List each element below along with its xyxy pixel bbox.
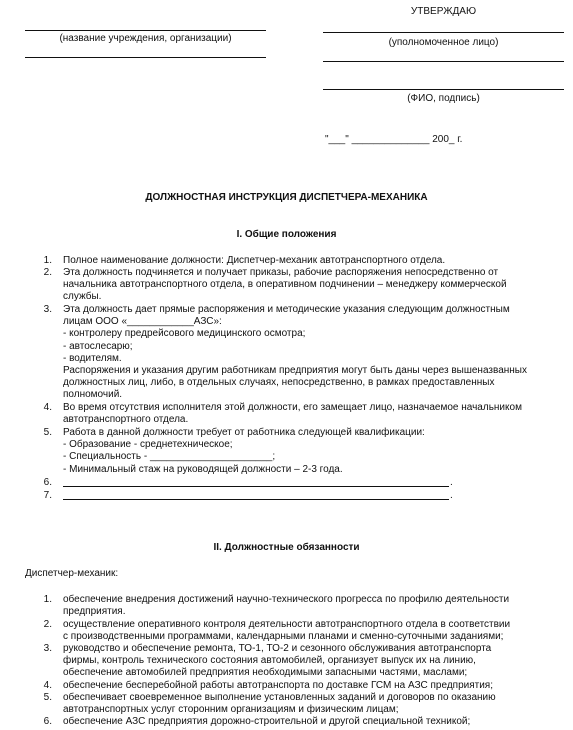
- item-text: Во время отсутствия исполнителя этой должности, его замещает лицо, назначаемое начальником автотранспортного отдела.: [63, 402, 522, 426]
- item-text: Полное наименование должности: Диспетчер-механик автотранспортного отдела.: [63, 255, 446, 266]
- item-number: 7.: [43, 490, 52, 501]
- item-number: 5.: [43, 427, 52, 438]
- item-text: .: [450, 477, 453, 488]
- document-title: ДОЛЖНОСТНАЯ ИНСТРУКЦИЯ ДИСПЕТЧЕРА-МЕХАНИКА: [145, 192, 428, 203]
- section2-intro: Диспетчер-механик:: [25, 568, 119, 579]
- organization-caption: (название учреждения, организации): [59, 33, 232, 44]
- item-text: .: [450, 490, 453, 501]
- item-number: 1.: [43, 255, 52, 266]
- item-text: обеспечение внедрения достижений научно-технического прогресса по профилю деятельности предприятия.: [63, 594, 510, 618]
- section2-heading: II. Должностные обязанности: [213, 542, 360, 553]
- blank-fill-line: [63, 486, 449, 487]
- item-text: Работа в данной должности требует от работника следующей квалификации: - Образование - среднетехническое; - Специальность - ______________________; - Минимальный стаж на руководящей должности – 2-3 года.: [63, 427, 425, 475]
- authorized-person-line: [323, 32, 564, 33]
- item-number: 3.: [43, 643, 52, 654]
- section1-heading: I. Общие положения: [236, 229, 337, 240]
- signature-line: [323, 89, 564, 90]
- blank-fill-line: [63, 499, 449, 500]
- organization-name-line: [25, 30, 266, 31]
- item-number: 2.: [43, 619, 52, 630]
- item-number: 6.: [43, 477, 52, 488]
- item-text: Эта должность дает прямые распоряжения и методические указания следующим должностным лицам ООО «____________АЗС»: - контролеру предрейсового медицинского осмотра; - автослесарю; - водителям. Распоряжения и указания другим работникам предприятия могут быть даны через вышеназванных должностных лиц, либо, в отдельных случаях, непосредственно, в рамках предоставленных полномочий.: [63, 304, 527, 401]
- item-number: 4.: [43, 680, 52, 691]
- item-number: 1.: [43, 594, 52, 605]
- item-number: 6.: [43, 716, 52, 727]
- date-line: "___" ______________ 200_ г.: [325, 134, 463, 145]
- item-text: осуществление оперативного контроля деятельности автотранспортного отдела в соответствии с производственными программами, календарными планами и сменно-суточными заданиями;: [63, 619, 511, 643]
- item-text: руководство и обеспечение ремонта, ТО-1, ТО-2 и сезонного обслуживания автотранспорта фирмы, контроль технического состояния автомобилей, организует выпуск их на линию, обеспечение автомобилей предприятия необходимыми запасными частями, маслами;: [63, 643, 492, 679]
- item-number: 4.: [43, 402, 52, 413]
- item-number: 2.: [43, 267, 52, 278]
- authorized-second-line: [323, 61, 564, 62]
- item-number: 3.: [43, 304, 52, 315]
- item-text: Эта должность подчиняется и получает приказы, рабочие распоряжения непосредственно от начальника автотранспортного отдела, в оперативном подчинении – менеджеру коммерческой службы.: [63, 267, 507, 303]
- authorized-caption: (уполномоченное лицо): [388, 37, 499, 48]
- organization-second-line: [25, 57, 266, 58]
- approve-label: УТВЕРЖДАЮ: [410, 6, 477, 17]
- signature-caption: (ФИО, подпись): [407, 93, 480, 104]
- item-number: 5.: [43, 692, 52, 703]
- item-text: обеспечивает своевременное выполнение установленных заданий и договоров по оказанию автотранспортных услуг сторонним организациям и физическим лицам;: [63, 692, 496, 716]
- item-text: обеспечение бесперебойной работы автотранспорта по доставке ГСМ на АЗС предприятия;: [63, 680, 493, 691]
- item-text: обеспечение АЗС предприятия дорожно-строительной и другой специальной техникой;: [63, 716, 471, 727]
